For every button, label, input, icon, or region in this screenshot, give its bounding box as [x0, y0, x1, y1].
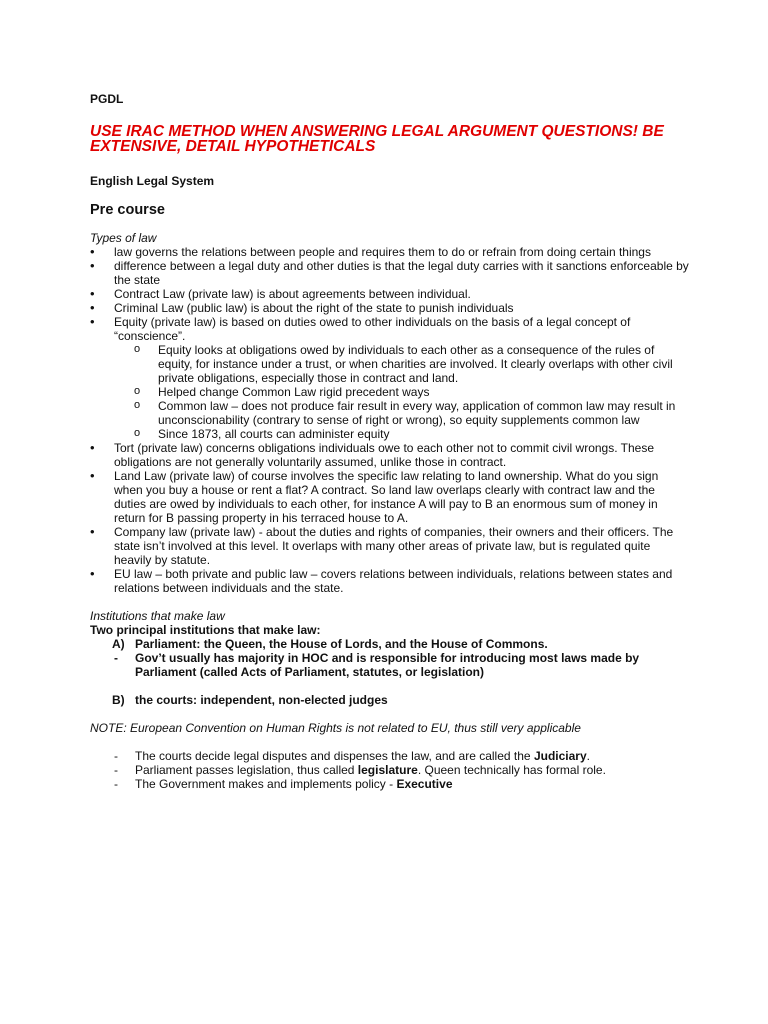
irac-banner: USE IRAC METHOD WHEN ANSWERING LEGAL ARGUMENT QUESTIONS! BE EXTENSIVE, DETAIL HYPOTHETICALS [90, 123, 664, 155]
institutions-intro: Two principal institutions that make law: [90, 623, 321, 637]
list-item: • Tort (private law) concerns obligations individuals owe to each other not to commit civil wrongs. These obligations are not generally voluntarily assumed, unlike those in contract. [90, 441, 690, 469]
list-item [90, 777, 690, 791]
land-list [90, 469, 690, 525]
institutions-heading: Institutions that make law [90, 609, 225, 623]
list-item: • difference between a legal duty and other duties is that the legal duty carries with it sanctions enforceable by the state [90, 259, 690, 287]
header-code: PGDL [90, 92, 124, 106]
list-marker: B) [112, 693, 125, 707]
institution-item-a [90, 637, 690, 651]
dash-marker: - [114, 749, 118, 763]
branches-list [90, 749, 690, 791]
sub-list-item: o Common law – does not produce fair result in every way, application of common law may result in unconscionability (contrary to sense of right or wrong), so equity supplements common law [134, 399, 690, 427]
subject-title: English Legal System [90, 174, 215, 188]
institutions-list [90, 637, 690, 707]
list-marker: A) [112, 637, 125, 651]
dash-text: . Queen technically has formal role. [417, 763, 606, 777]
dash-marker: - [114, 763, 118, 777]
list-item: • Equity (private law) is based on duties owed to other individuals on the basis of a legal concept of “conscience”. [90, 315, 690, 343]
bold-term: legislature [357, 763, 418, 777]
dash-marker: - [114, 651, 118, 665]
sub-list-item: o Since 1873, all courts can administer equity [134, 427, 690, 441]
dash-text: The Government makes and implements policy - [135, 777, 397, 791]
sub-list-item: o Helped change Common Law rigid precedent ways [134, 385, 690, 399]
list-item: • EU law – both private and public law – covers relations between individuals, relations between states and relations between individuals and the state. [90, 567, 690, 595]
dash-text: Parliament passes legislation, thus called [135, 763, 358, 777]
eu-list [90, 567, 690, 595]
list-item: • Land Law (private law) of course involves the specific law relating to land ownership. What do you sign when you buy a house or rent a flat? A contract. So land law overlaps clearly with contract law and the duties are owed by individuals to each other, for instance A will pay to B an enormous sum of money in return for B passing property in his terraced house to A. [90, 469, 690, 525]
list-item: • Criminal Law (public law) is about the right of the state to punish individuals [90, 301, 690, 315]
institution-text: Parliament: the Queen, the House of Lords, and the House of Commons. [135, 637, 548, 651]
equity-list [90, 315, 690, 343]
institution-text: the courts: independent, non-elected judges [135, 693, 388, 707]
equity-sublist [90, 343, 690, 441]
list-item: • Contract Law (private law) is about agreements between individual. [90, 287, 690, 301]
dash-marker: - [114, 777, 118, 791]
types-bullet-list [90, 245, 690, 287]
list-item [90, 763, 690, 777]
section-heading: Pre course [90, 202, 165, 218]
list-item: • law governs the relations between people and requires them to do or refrain from doing certain things [90, 245, 690, 259]
document-page [90, 92, 690, 791]
list-item [90, 749, 690, 763]
company-list [90, 525, 690, 567]
bold-term: Judiciary [533, 749, 587, 763]
bold-term: Executive [396, 777, 453, 791]
criminal-list [90, 301, 690, 315]
institution-detail-text: Gov’t usually has majority in HOC and is responsible for introducing most laws made by Parliament (called Acts of Parliament, statutes, or legislation) [135, 651, 640, 679]
sub-list-item: o Equity looks at obligations owed by individuals to each other as a consequence of the rules of equity, for instance under a trust, or when charities are involved. It clearly overlaps with other civil private obligations, especially those in contract and land. [134, 343, 690, 385]
dash-text: . [586, 749, 590, 763]
dash-text: The courts decide legal disputes and dispenses the law, and are called the [135, 749, 534, 763]
contract-list [90, 287, 690, 301]
institution-item-b [90, 693, 690, 707]
echr-note: NOTE: European Convention on Human Rights is not related to EU, thus still very applicable [90, 721, 581, 735]
types-of-law-heading: Types of law [90, 231, 157, 245]
institution-detail [90, 651, 690, 679]
list-item: • Company law (private law) - about the duties and rights of companies, their owners and their officers. The state isn’t involved at this level. It overlaps with many other areas of private law, but is regulated quite heavily by statute. [90, 525, 690, 567]
tort-list [90, 441, 690, 469]
